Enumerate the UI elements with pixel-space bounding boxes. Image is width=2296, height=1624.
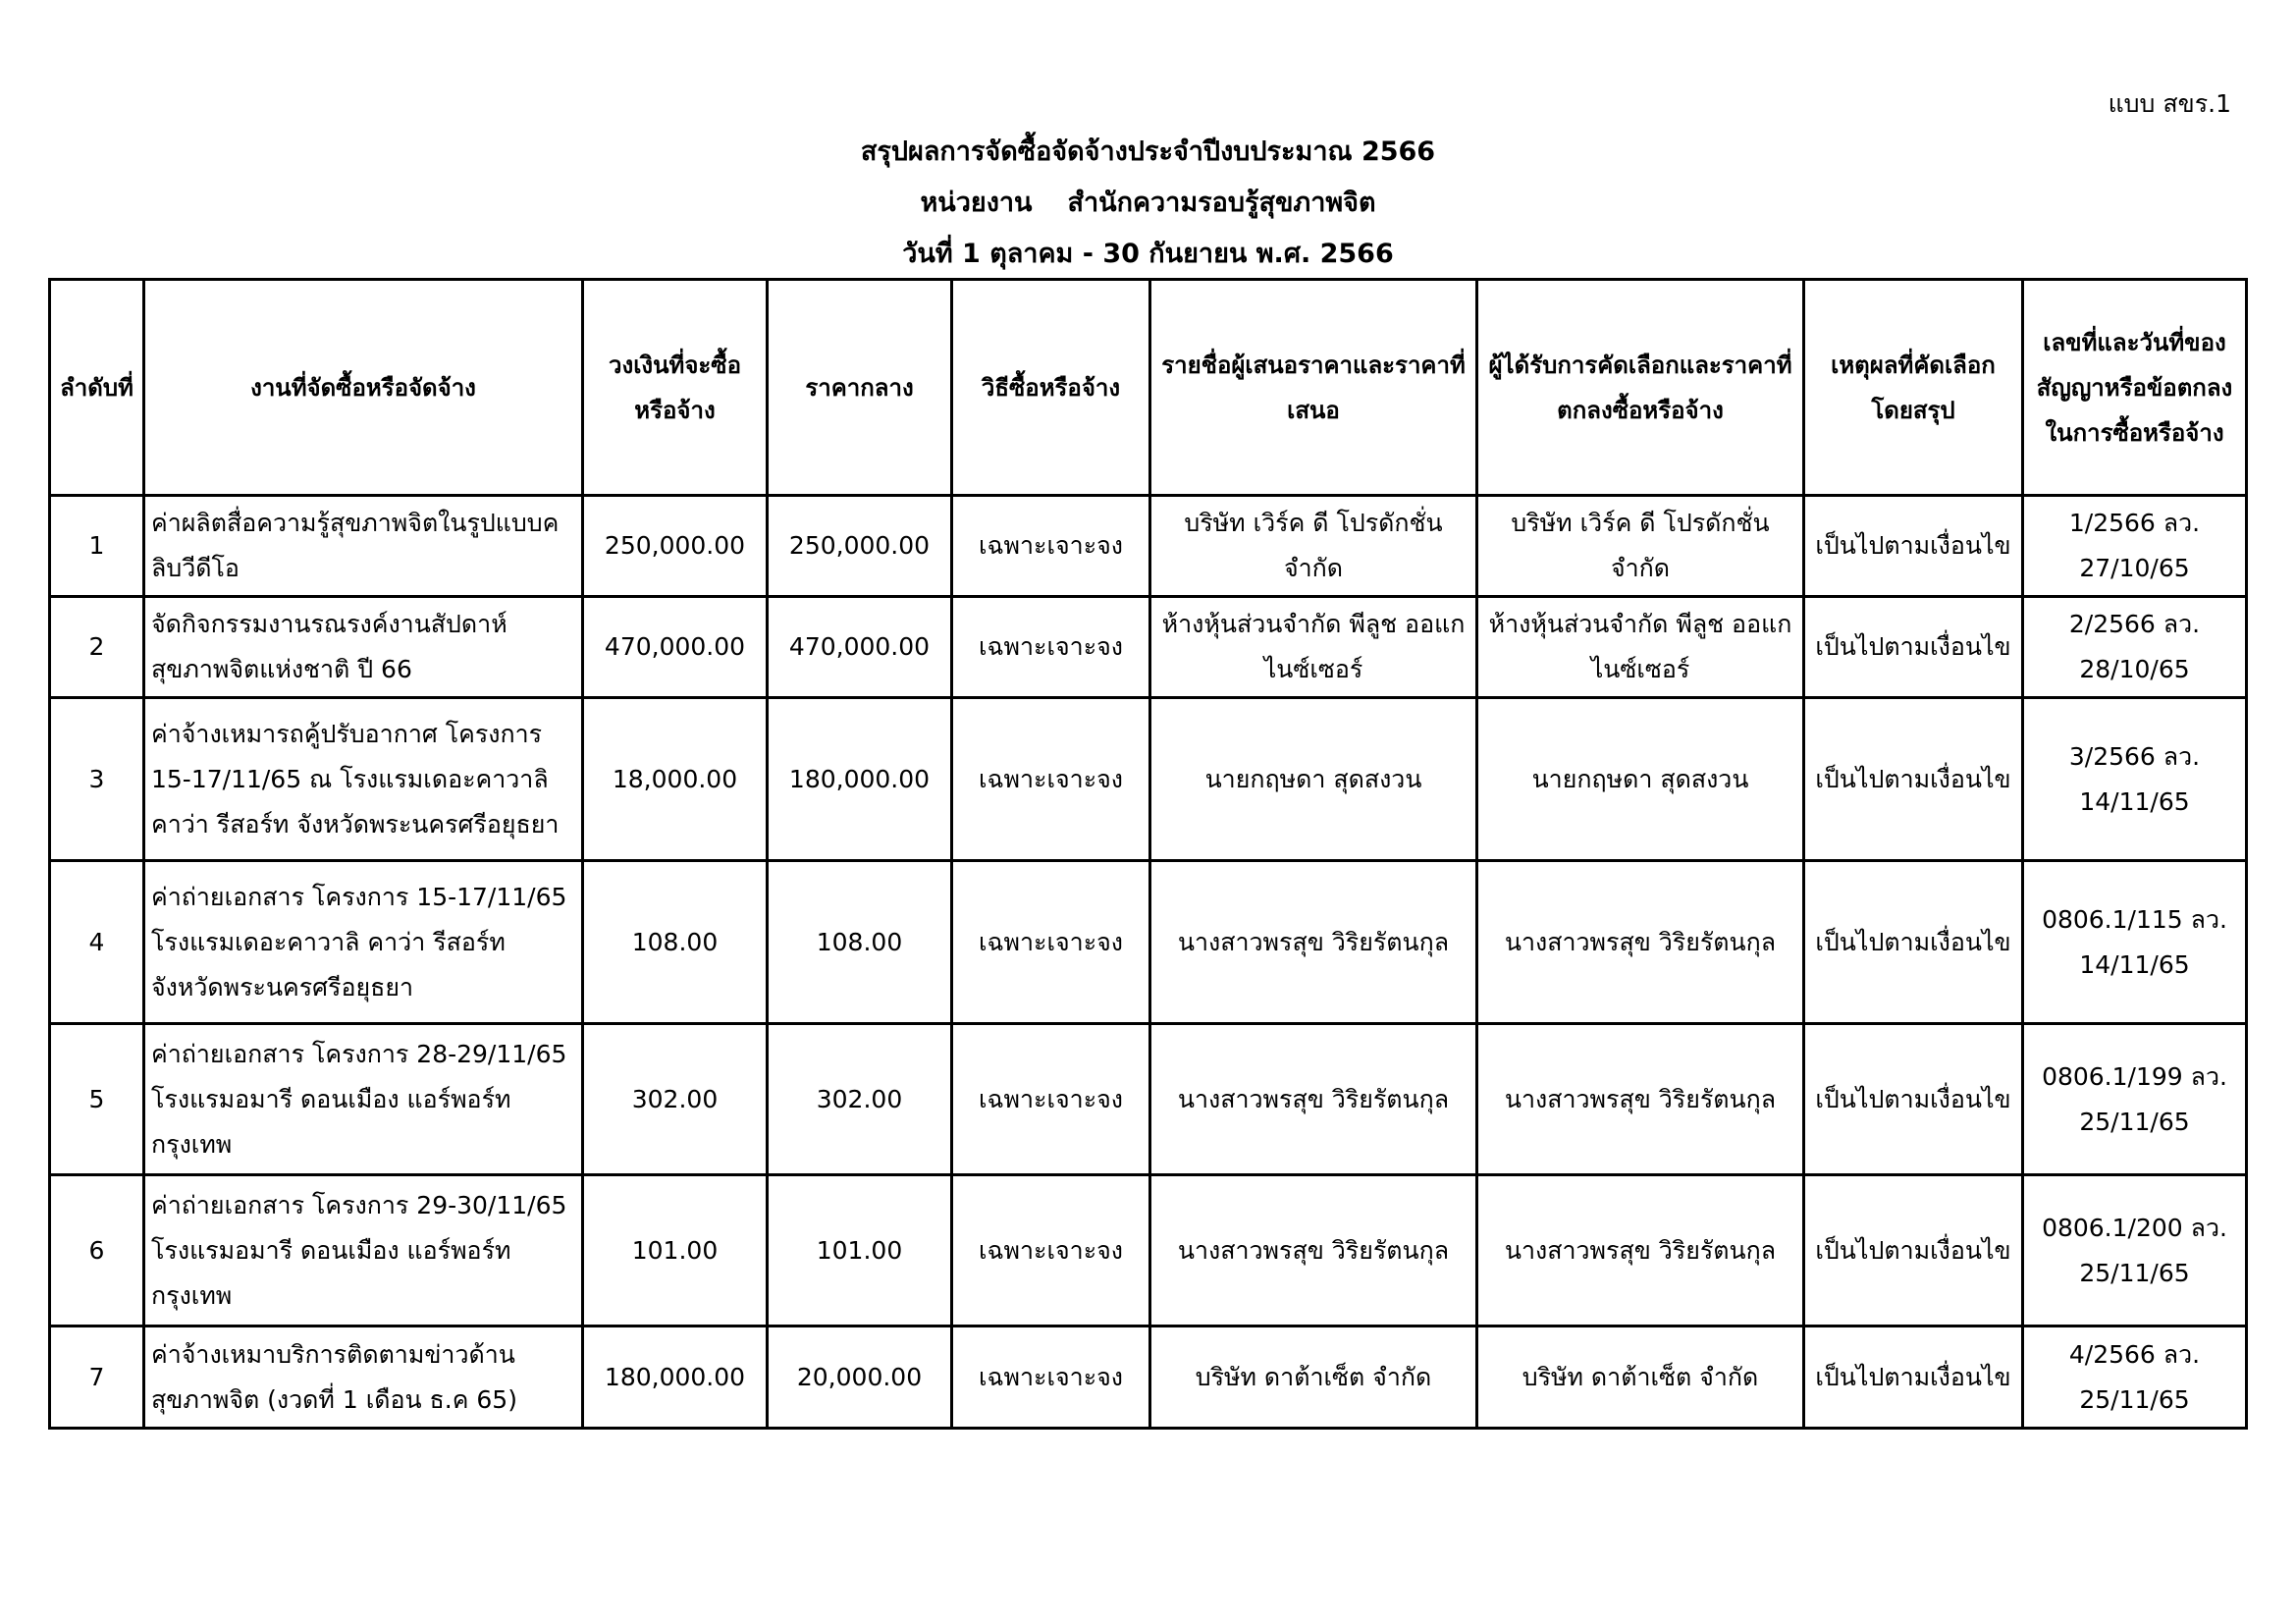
column-header-budget: วงเงินที่จะซื้อหรือจ้าง [583,280,768,496]
cell-median-price: 180,000.00 [768,698,952,861]
column-header-reason: เหตุผลที่คัดเลือกโดยสรุป [1804,280,2023,496]
cell-median-price: 302.00 [768,1024,952,1175]
table-row [50,1175,2247,1326]
unit-line [0,187,2296,220]
cell-no: 5 [50,1024,144,1175]
cell-bidders: นางสาวพรสุข วิริยรัตนกุล [1150,1024,1477,1175]
column-header-method: วิธีซื้อหรือจ้าง [952,280,1150,496]
form-code: แบบ สขร.1 [2108,89,2231,118]
cell-method: เฉพาะเจาะจง [952,1326,1150,1429]
column-header-contract: เลขที่และวันที่ของสัญญาหรือข้อตกลงในการซื้อหรือจ้าง [2023,280,2247,496]
cell-reason: เป็นไปตามเงื่อนไข [1804,1326,2023,1429]
cell-item: ค่าผลิตสื่อความรู้สุขภาพจิตในรูปแบบคลิบวีดีโอ [144,496,583,597]
cell-budget: 101.00 [583,1175,768,1326]
cell-bidders: บริษัท ดาต้าเซ็ต จำกัด [1150,1326,1477,1429]
cell-item: ค่าถ่ายเอกสาร โครงการ 15-17/11/65 โรงแรมเดอะคาวาลิ คาว่า รีสอร์ท จังหวัดพระนครศรีอยุธยา [144,861,583,1024]
cell-contract: 0806.1/199 ลว. 25/11/65 [2023,1024,2247,1175]
cell-no: 2 [50,597,144,698]
cell-contract: 0806.1/200 ลว. 25/11/65 [2023,1175,2247,1326]
cell-contract: 3/2566 ลว. 14/11/65 [2023,698,2247,861]
cell-reason: เป็นไปตามเงื่อนไข [1804,861,2023,1024]
cell-selected: นางสาวพรสุข วิริยรัตนกุล [1477,861,1804,1024]
column-header-item: งานที่จัดซื้อหรือจัดจ้าง [144,280,583,496]
cell-item: ค่าถ่ายเอกสาร โครงการ 29-30/11/65 โรงแรมอมารี ดอนเมือง แอร์พอร์ท กรุงเทพ [144,1175,583,1326]
table-header-row [50,280,2247,496]
cell-no: 1 [50,496,144,597]
cell-no: 6 [50,1175,144,1326]
cell-budget: 108.00 [583,861,768,1024]
cell-selected: นายกฤษดา สุดสงวน [1477,698,1804,861]
cell-contract: 2/2566 ลว. 28/10/65 [2023,597,2247,698]
cell-median-price: 101.00 [768,1175,952,1326]
cell-item: ค่าถ่ายเอกสาร โครงการ 28-29/11/65 โรงแรมอมารี ดอนเมือง แอร์พอร์ท กรุงเทพ [144,1024,583,1175]
cell-item: ค่าจ้างเหมาบริการติดตามข่าวด้านสุขภาพจิต (งวดที่ 1 เดือน ธ.ค 65) [144,1326,583,1429]
cell-bidders: นายกฤษดา สุดสงวน [1150,698,1477,861]
cell-selected: นางสาวพรสุข วิริยรัตนกุล [1477,1024,1804,1175]
cell-budget: 18,000.00 [583,698,768,861]
cell-item: ค่าจ้างเหมารถคู้ปรับอากาศ โครงการ 15-17/11/65 ณ โรงแรมเดอะคาวาลิ คาว่า รีสอร์ท จังหวัดพระนครศรีอยุธยา [144,698,583,861]
cell-budget: 302.00 [583,1024,768,1175]
table-row [50,861,2247,1024]
cell-median-price: 470,000.00 [768,597,952,698]
cell-bidders: ห้างหุ้นส่วนจำกัด พีลูช ออแกไนซ์เซอร์ [1150,597,1477,698]
cell-selected: บริษัท ดาต้าเซ็ต จำกัด [1477,1326,1804,1429]
cell-no: 4 [50,861,144,1024]
table-row [50,496,2247,597]
cell-method: เฉพาะเจาะจง [952,597,1150,698]
cell-selected: บริษัท เวิร์ค ดี โปรดักชั่น จำกัด [1477,496,1804,597]
cell-no: 3 [50,698,144,861]
cell-method: เฉพาะเจาะจง [952,496,1150,597]
column-header-no: ลำดับที่ [50,280,144,496]
cell-budget: 250,000.00 [583,496,768,597]
table-row [50,597,2247,698]
cell-contract: 4/2566 ลว. 25/11/65 [2023,1326,2247,1429]
cell-bidders: บริษัท เวิร์ค ดี โปรดักชั่น จำกัด [1150,496,1477,597]
column-header-bidders: รายชื่อผู้เสนอราคาและราคาที่เสนอ [1150,280,1477,496]
cell-method: เฉพาะเจาะจง [952,1024,1150,1175]
cell-reason: เป็นไปตามเงื่อนไข [1804,1175,2023,1326]
date-range: วันที่ 1 ตุลาคม - 30 กันยายน พ.ศ. 2566 [902,239,1394,269]
cell-reason: เป็นไปตามเงื่อนไข [1804,1024,2023,1175]
cell-method: เฉพาะเจาะจง [952,698,1150,861]
unit-label: หน่วยงาน [920,188,1033,218]
cell-contract: 1/2566 ลว. 27/10/65 [2023,496,2247,597]
column-header-median-price: ราคากลาง [768,280,952,496]
cell-bidders: นางสาวพรสุข วิริยรัตนกุล [1150,1175,1477,1326]
cell-median-price: 20,000.00 [768,1326,952,1429]
cell-reason: เป็นไปตามเงื่อนไข [1804,597,2023,698]
cell-selected: นางสาวพรสุข วิริยรัตนกุล [1477,1175,1804,1326]
cell-item: จัดกิจกรรมงานรณรงค์งานสัปดาห์สุขภาพจิตแห่งชาติ ปี 66 [144,597,583,698]
cell-contract: 0806.1/115 ลว. 14/11/65 [2023,861,2247,1024]
cell-selected: ห้างหุ้นส่วนจำกัด พีลูช ออแกไนซ์เซอร์ [1477,597,1804,698]
cell-no: 7 [50,1326,144,1429]
unit-name: สำนักความรอบรู้สุขภาพจิต [1067,188,1376,218]
table-row [50,1326,2247,1429]
cell-reason: เป็นไปตามเงื่อนไข [1804,698,2023,861]
column-header-selected: ผู้ได้รับการคัดเลือกและราคาที่ตกลงซื้อหรือจ้าง [1477,280,1804,496]
table-row [50,698,2247,861]
cell-budget: 470,000.00 [583,597,768,698]
cell-median-price: 108.00 [768,861,952,1024]
cell-budget: 180,000.00 [583,1326,768,1429]
cell-method: เฉพาะเจาะจง [952,1175,1150,1326]
cell-reason: เป็นไปตามเงื่อนไข [1804,496,2023,597]
cell-bidders: นางสาวพรสุข วิริยรัตนกุล [1150,861,1477,1024]
cell-median-price: 250,000.00 [768,496,952,597]
document-title: สรุปผลการจัดซื้อจัดจ้างประจำปีงบประมาณ 2566 [860,136,1436,167]
procurement-table [48,278,2248,1430]
cell-method: เฉพาะเจาะจง [952,861,1150,1024]
table-row [50,1024,2247,1175]
